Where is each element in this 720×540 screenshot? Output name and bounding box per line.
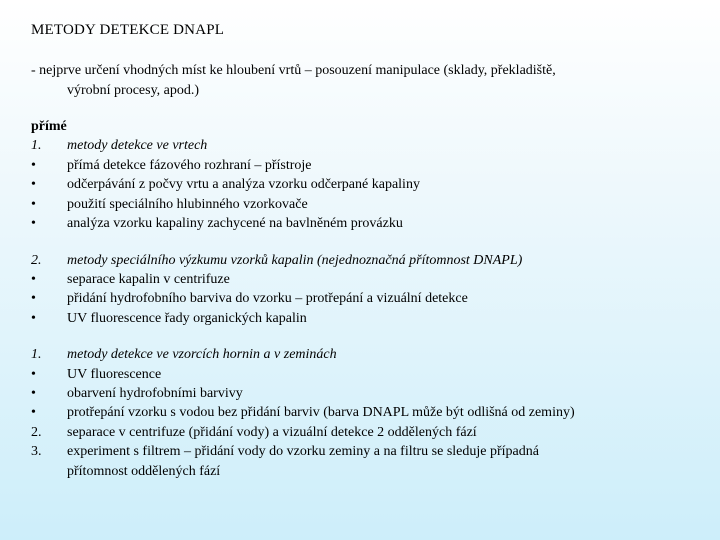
intro-line-2: výrobní procesy, apod.) xyxy=(67,83,200,98)
section-number: 2. xyxy=(31,252,42,268)
intro-line-1: - nejprve určení vhodných míst ke hloubení vrtů – posouzení manipulace (sklady, překladiště, xyxy=(31,63,556,78)
bullet: • xyxy=(31,215,36,231)
list-item-text-continued: přítomnost oddělených fází xyxy=(67,463,221,479)
list-number: 3. xyxy=(31,444,42,460)
list-item-text: experiment s filtrem – přidání vody do vzorku zeminy a na filtru se sleduje případná xyxy=(67,444,539,460)
bullet: • xyxy=(31,386,36,402)
list-item xyxy=(31,175,711,194)
list-item-text: UV fluorescence řady organických kapalin xyxy=(67,310,307,326)
list-item xyxy=(31,195,711,214)
section-title: metody detekce ve vzorcích hornin a v zeminách xyxy=(67,347,337,363)
list-item-text: separace v centrifuze (přidání vody) a vizuální detekce 2 oddělených fází xyxy=(67,424,477,440)
bullet: • xyxy=(31,310,36,326)
intro-paragraph xyxy=(31,61,691,101)
section-title: metody detekce ve vrtech xyxy=(67,138,208,154)
list-item xyxy=(31,270,711,289)
bullet: • xyxy=(31,196,36,212)
list-item xyxy=(31,156,711,175)
section-number: 1. xyxy=(31,138,42,154)
list-item-text: přidání hydrofobního barviva do vzorku – protřepání a vizuální detekce xyxy=(67,291,468,307)
list-item xyxy=(31,384,711,403)
list-item-text: separace kapalin v centrifuze xyxy=(67,271,230,287)
bullet: • xyxy=(31,405,36,421)
bullet: • xyxy=(31,177,36,193)
list-item-text: použití speciálního hlubinného vzorkovače xyxy=(67,196,308,212)
section-title-row xyxy=(31,345,711,364)
bullet: • xyxy=(31,366,36,382)
section-number: 1. xyxy=(31,347,42,363)
list-item xyxy=(31,214,711,233)
bullet: • xyxy=(31,271,36,287)
list-item-continuation xyxy=(31,462,711,481)
list-item xyxy=(31,423,711,442)
section-heading: přímé xyxy=(31,119,67,134)
list-item xyxy=(31,309,711,328)
list-number: 2. xyxy=(31,424,42,440)
list-item xyxy=(31,365,711,384)
list-item-text: přímá detekce fázového rozhraní – přístroje xyxy=(67,157,312,173)
section-title-row xyxy=(31,136,711,155)
list-item-text: analýza vzorku kapaliny zachycené na bavlněném provázku xyxy=(67,215,403,231)
section-title-row xyxy=(31,251,711,270)
list-item-text: odčerpávání z počvy vrtu a analýza vzorku odčerpané kapaliny xyxy=(67,177,420,193)
list-item-text: UV fluorescence xyxy=(67,366,162,382)
bullet: • xyxy=(31,157,36,173)
section-title: metody speciálního výzkumu vzorků kapalin (nejednoznačná přítomnost DNAPL) xyxy=(67,252,523,268)
list-item-text: obarvení hydrofobními barvivy xyxy=(67,386,243,402)
list-item xyxy=(31,442,711,461)
content-body xyxy=(31,117,711,481)
list-item-text: protřepání vzorku s vodou bez přidání barviv (barva DNAPL může být odlišná od zeminy) xyxy=(67,405,575,421)
list-item xyxy=(31,403,711,422)
bullet: • xyxy=(31,291,36,307)
slide-title: METODY DETEKCE DNAPL xyxy=(31,22,225,38)
list-item xyxy=(31,289,711,308)
